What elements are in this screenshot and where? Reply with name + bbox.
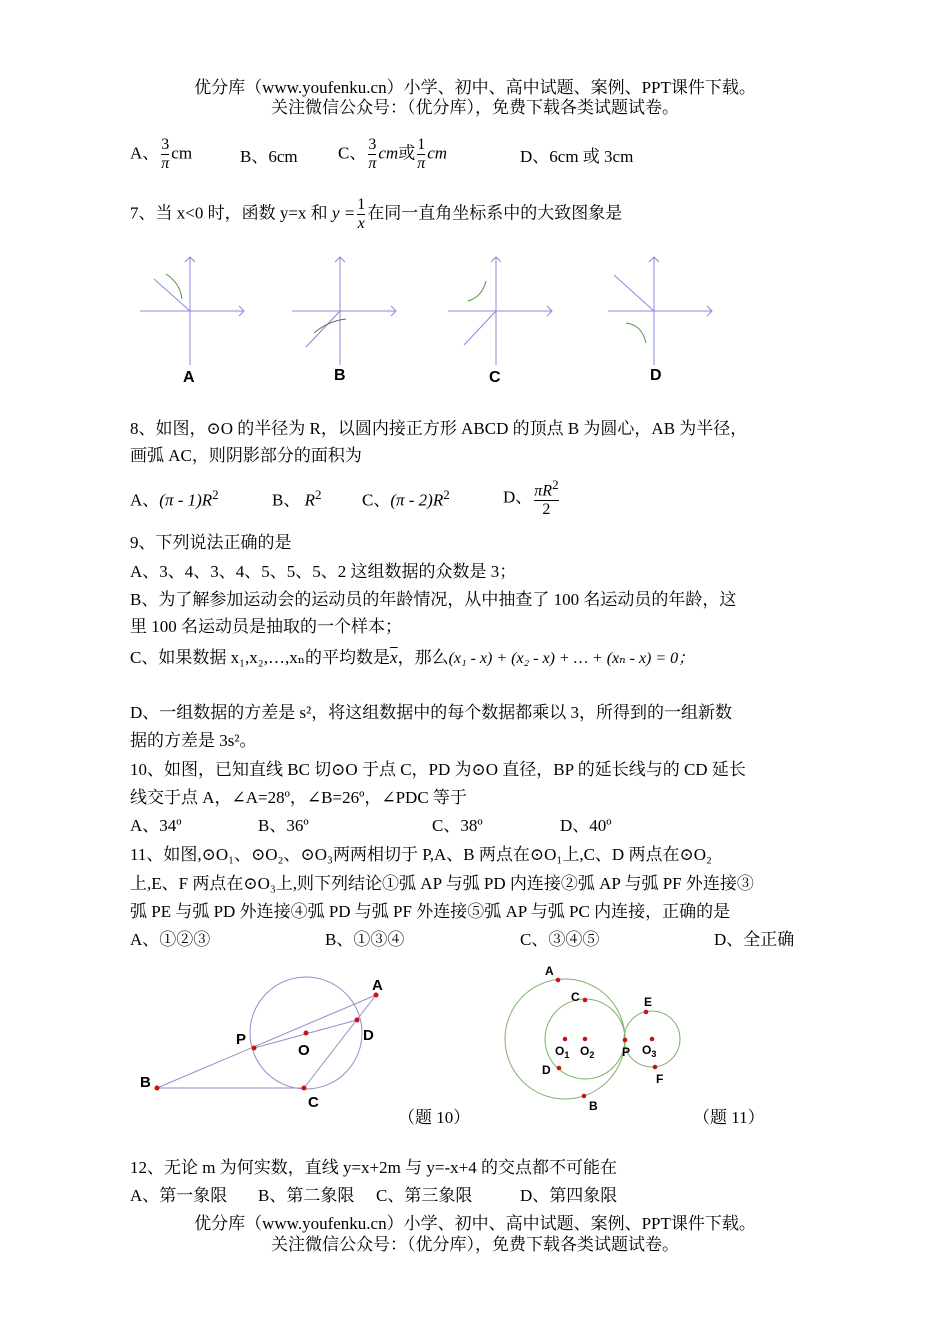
q8-question-line-2: 画弧 AC，则阴影部分的面积为 xyxy=(130,446,362,465)
header-line-1: 优分库（www.youfenku.cn）小学、初中、高中试题、案例、PPT课件下载。 xyxy=(194,78,756,97)
q9-option-b-line-2: 里 100 名运动员是抽取的一个样本； xyxy=(130,617,402,636)
header-line-2: 关注微信公众号：（优分库），免费下载各类试题试卷。 xyxy=(271,98,679,117)
q11-question-line-3: 弧 PE 与弧 PD 外连接④弧 PD 与弧 PF 外连接⑤弧 AP 与弧 PC 内连接，正确的是 xyxy=(130,902,731,921)
q7-label-d: D xyxy=(650,367,662,384)
q9-option-d-line-2: 据的方差是 3s²。 xyxy=(130,731,257,750)
label-o: O xyxy=(298,1042,310,1059)
q10-question-line-1: 10、如图，已知直线 BC 切⊙O 于点 C，PD 为⊙O 直径，BP 的延长线与的 CD 延长 xyxy=(130,760,746,779)
point-o2 xyxy=(583,1037,588,1042)
point-d xyxy=(557,1066,562,1071)
q7-label-b: B xyxy=(334,367,346,384)
q8-option-c: C、$(\pi - 2)R^2$ xyxy=(362,487,450,510)
label-c: C xyxy=(308,1094,319,1111)
label-b: B xyxy=(140,1074,151,1091)
q9-option-c: C、如果数据 x₁,x₂,…,xₙ的平均数是$\overline{x}$，那么(x₁ - x) + (x₂ - x) + … + (xₙ - x) = 0； xyxy=(130,648,695,667)
label-o3: $O_3$ xyxy=(642,1043,657,1059)
q11-option-c: C、③④⑤ xyxy=(520,930,600,949)
point-p xyxy=(623,1038,628,1043)
q10-option-d: D、40º xyxy=(560,816,612,835)
label-e: E xyxy=(644,995,653,1009)
point-b xyxy=(582,1094,587,1099)
q9-question: 9、下列说法正确的是 xyxy=(130,533,292,552)
label-a: A xyxy=(545,964,554,978)
q8-option-b: B、 $R^2$ xyxy=(272,487,322,510)
q7-label-c: C xyxy=(489,369,501,386)
q12-option-b: B、第二象限 xyxy=(258,1186,355,1205)
q8-question-line-1: 8、如图，⊙O 的半径为 R，以圆内接正方形 ABCD 的顶点 B 为圆心，AB 为半径， xyxy=(130,419,748,438)
point-f xyxy=(653,1065,658,1070)
q6-option-d: D、6cm 或 3cm xyxy=(520,147,634,166)
label-a: A xyxy=(372,977,383,994)
q11-option-b: B、①③④ xyxy=(325,930,405,949)
point-o3 xyxy=(650,1037,655,1042)
q8-option-d: D、 $\frac{\pi R^2}{2}$ xyxy=(503,477,559,519)
q8-option-a: A、$(\pi - 1)R^2$ xyxy=(130,487,219,510)
q6-option-a: A、 $\frac{3}{\pi}$ cm xyxy=(130,136,193,172)
q12-option-a: A、第一象限 xyxy=(130,1186,228,1205)
point-a xyxy=(556,978,561,983)
q12-option-d: D、第四象限 xyxy=(520,1186,618,1205)
q12-option-c: C、第三象限 xyxy=(376,1186,473,1205)
q12-question: 12、无论 m 为何实数，直线 y=x+2m 与 y=-x+4 的交点都不可能在 xyxy=(130,1158,617,1177)
footer-line-1: 优分库（www.youfenku.cn）小学、初中、高中试题、案例、PPT课件下载。 xyxy=(194,1214,756,1233)
point-e xyxy=(644,1010,649,1015)
label-f: F xyxy=(656,1072,664,1086)
q10-option-c: C、38º xyxy=(432,816,483,835)
point-o1 xyxy=(563,1037,568,1042)
label-d: D xyxy=(542,1063,551,1077)
q9-option-d-line-1: D、一组数据的方差是 s²，将这组数据中的每个数据都乘以 3，所得到的一组新数 xyxy=(130,703,732,722)
q6-option-b: B、6cm xyxy=(240,147,298,166)
label-o1: $O_1$ xyxy=(555,1044,570,1060)
figure-10-caption: （题 10） xyxy=(398,1108,471,1127)
q11-option-a: A、①②③ xyxy=(130,930,211,949)
q7-label-a: A xyxy=(183,369,195,386)
q11-option-d: D、全正确 xyxy=(714,930,795,949)
label-o2: $O_2$ xyxy=(580,1044,595,1060)
q9-option-a: A、3、4、3、4、5、5、5、2 这组数据的众数是 3； xyxy=(130,562,517,581)
figure-11-caption: （题 11） xyxy=(693,1108,765,1127)
footer-line-2: 关注微信公众号：（优分库），免费下载各类试题试卷。 xyxy=(271,1235,679,1254)
label-c: C xyxy=(571,990,580,1004)
q6-option-c: C、 $\frac{3}{\pi}$ cm或 $\frac{1}{\pi}$ cm xyxy=(338,136,448,172)
q11-question-line-2: 上,E、F 两点在⊙O₃上,则下列结论①弧 AP 与弧 PD 内连接②弧 AP 与弧 PF 外连接③ xyxy=(130,874,754,893)
label-b: B xyxy=(589,1099,598,1113)
label-p: P xyxy=(236,1031,247,1048)
label-d: D xyxy=(363,1027,374,1044)
q9-option-b-line-1: B、为了解参加运动会的运动员的年龄情况，从中抽查了 100 名运动员的年龄，这 xyxy=(130,590,737,609)
q10-option-a: A、34º xyxy=(130,816,182,835)
point-c xyxy=(583,998,588,1003)
q10-question-line-2: 线交于点 A，∠A=28º，∠B=26º，∠PDC 等于 xyxy=(130,788,467,807)
label-p: P xyxy=(622,1045,631,1059)
q11-question-line-1: 11、如图,⊙O₁、⊙O₂、⊙O₃两两相切于 P,A、B 两点在⊙O₁上,C、D 两点在⊙O₂ xyxy=(130,845,712,864)
q10-option-b: B、36º xyxy=(258,816,309,835)
q7-question: 7、当 x<0 时，函数 y=x 和 y = $\frac{1}{x}$ 在同一直角坐标系中的大致图象是 xyxy=(130,196,623,232)
